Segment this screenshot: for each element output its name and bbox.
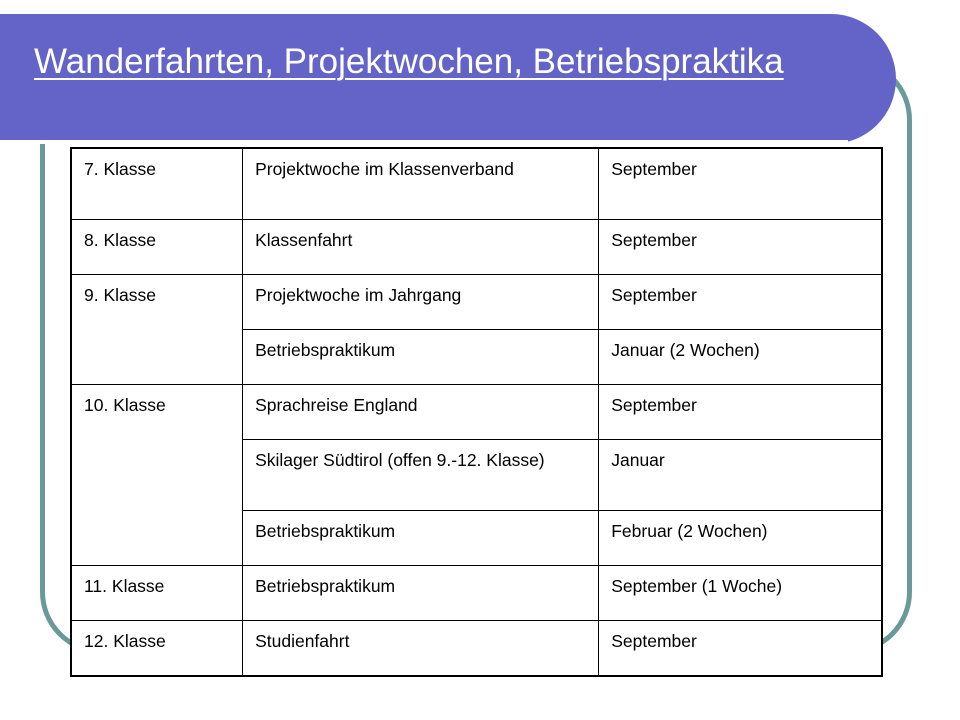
- aktivitaet-cell: Betriebspraktikum: [243, 511, 599, 566]
- zeit-cell: Januar (2 Wochen): [599, 330, 882, 385]
- aktivitaet-cell: Projektwoche im Klassenverband: [243, 148, 599, 220]
- klasse-cell: 9. Klasse: [71, 275, 243, 385]
- table-row: [71, 385, 882, 440]
- table-row: [71, 621, 882, 677]
- aktivitaet-cell: Klassenfahrt: [243, 220, 599, 275]
- slide-title: Wanderfahrten, Projektwochen, Betriebspraktika: [34, 42, 784, 81]
- zeit-cell: Februar (2 Wochen): [599, 511, 882, 566]
- title-underline-divider: [0, 140, 848, 144]
- aktivitaet-cell: Betriebspraktikum: [243, 330, 599, 385]
- klasse-cell: 7. Klasse: [71, 148, 243, 220]
- klasse-cell: 8. Klasse: [71, 220, 243, 275]
- zeit-cell: September (1 Woche): [599, 566, 882, 621]
- zeit-cell: September: [599, 220, 882, 275]
- aktivitaet-cell: Studienfahrt: [243, 621, 599, 677]
- aktivitaet-cell: Betriebspraktikum: [243, 566, 599, 621]
- table-row: [71, 275, 882, 330]
- schedule-table: [70, 147, 883, 677]
- table-row: [71, 566, 882, 621]
- zeit-cell: September: [599, 621, 882, 677]
- table-row: [71, 148, 882, 220]
- klasse-cell: 11. Klasse: [71, 566, 243, 621]
- zeit-cell: September: [599, 385, 882, 440]
- aktivitaet-cell: Sprachreise England: [243, 385, 599, 440]
- aktivitaet-cell: Projektwoche im Jahrgang: [243, 275, 599, 330]
- zeit-cell: September: [599, 275, 882, 330]
- aktivitaet-cell: Skilager Südtirol (offen 9.-12. Klasse): [243, 440, 599, 511]
- zeit-cell: September: [599, 148, 882, 220]
- title-bar: [0, 14, 896, 144]
- zeit-cell: Januar: [599, 440, 882, 511]
- table-row: [71, 220, 882, 275]
- klasse-cell: 12. Klasse: [71, 621, 243, 677]
- klasse-cell: 10. Klasse: [71, 385, 243, 566]
